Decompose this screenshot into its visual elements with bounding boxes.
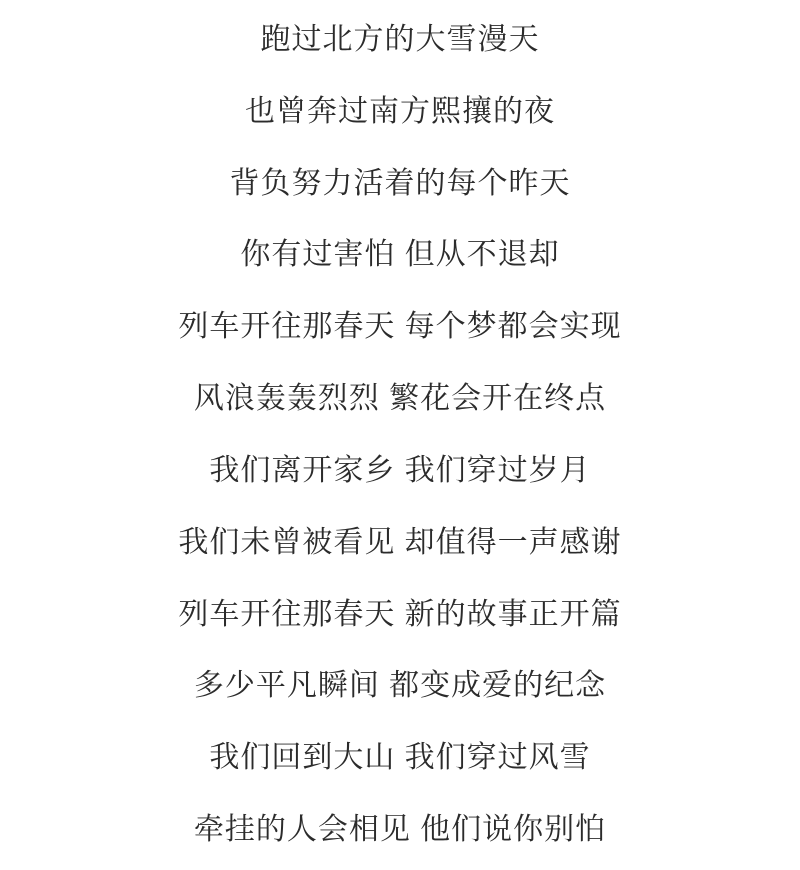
lyric-line: 你有过害怕 但从不退却 [240, 238, 560, 272]
lyric-line: 列车开往那春天 每个梦都会实现 [178, 310, 622, 344]
lyric-line: 我们离开家乡 我们穿过岁月 [209, 453, 591, 487]
lyric-line: 多少平凡瞬间 都变成爱的纪念 [193, 669, 607, 703]
lyric-line: 背负努力活着的每个昨天 [229, 166, 571, 200]
lyric-line: 列车开往那春天 新的故事正开篇 [178, 597, 622, 631]
lyric-line: 风浪轰轰烈烈 繁花会开在终点 [193, 382, 607, 416]
lyric-line: 我们回到大山 我们穿过风雪 [209, 741, 591, 775]
lyric-line: 跑过北方的大雪漫天 [260, 22, 540, 56]
lyric-line: 牵挂的人会相见 他们说你别怕 [193, 813, 607, 847]
lyric-line: 也曾奔过南方熙攘的夜 [245, 94, 555, 128]
lyric-line: 我们未曾被看见 却值得一声感谢 [178, 525, 622, 559]
